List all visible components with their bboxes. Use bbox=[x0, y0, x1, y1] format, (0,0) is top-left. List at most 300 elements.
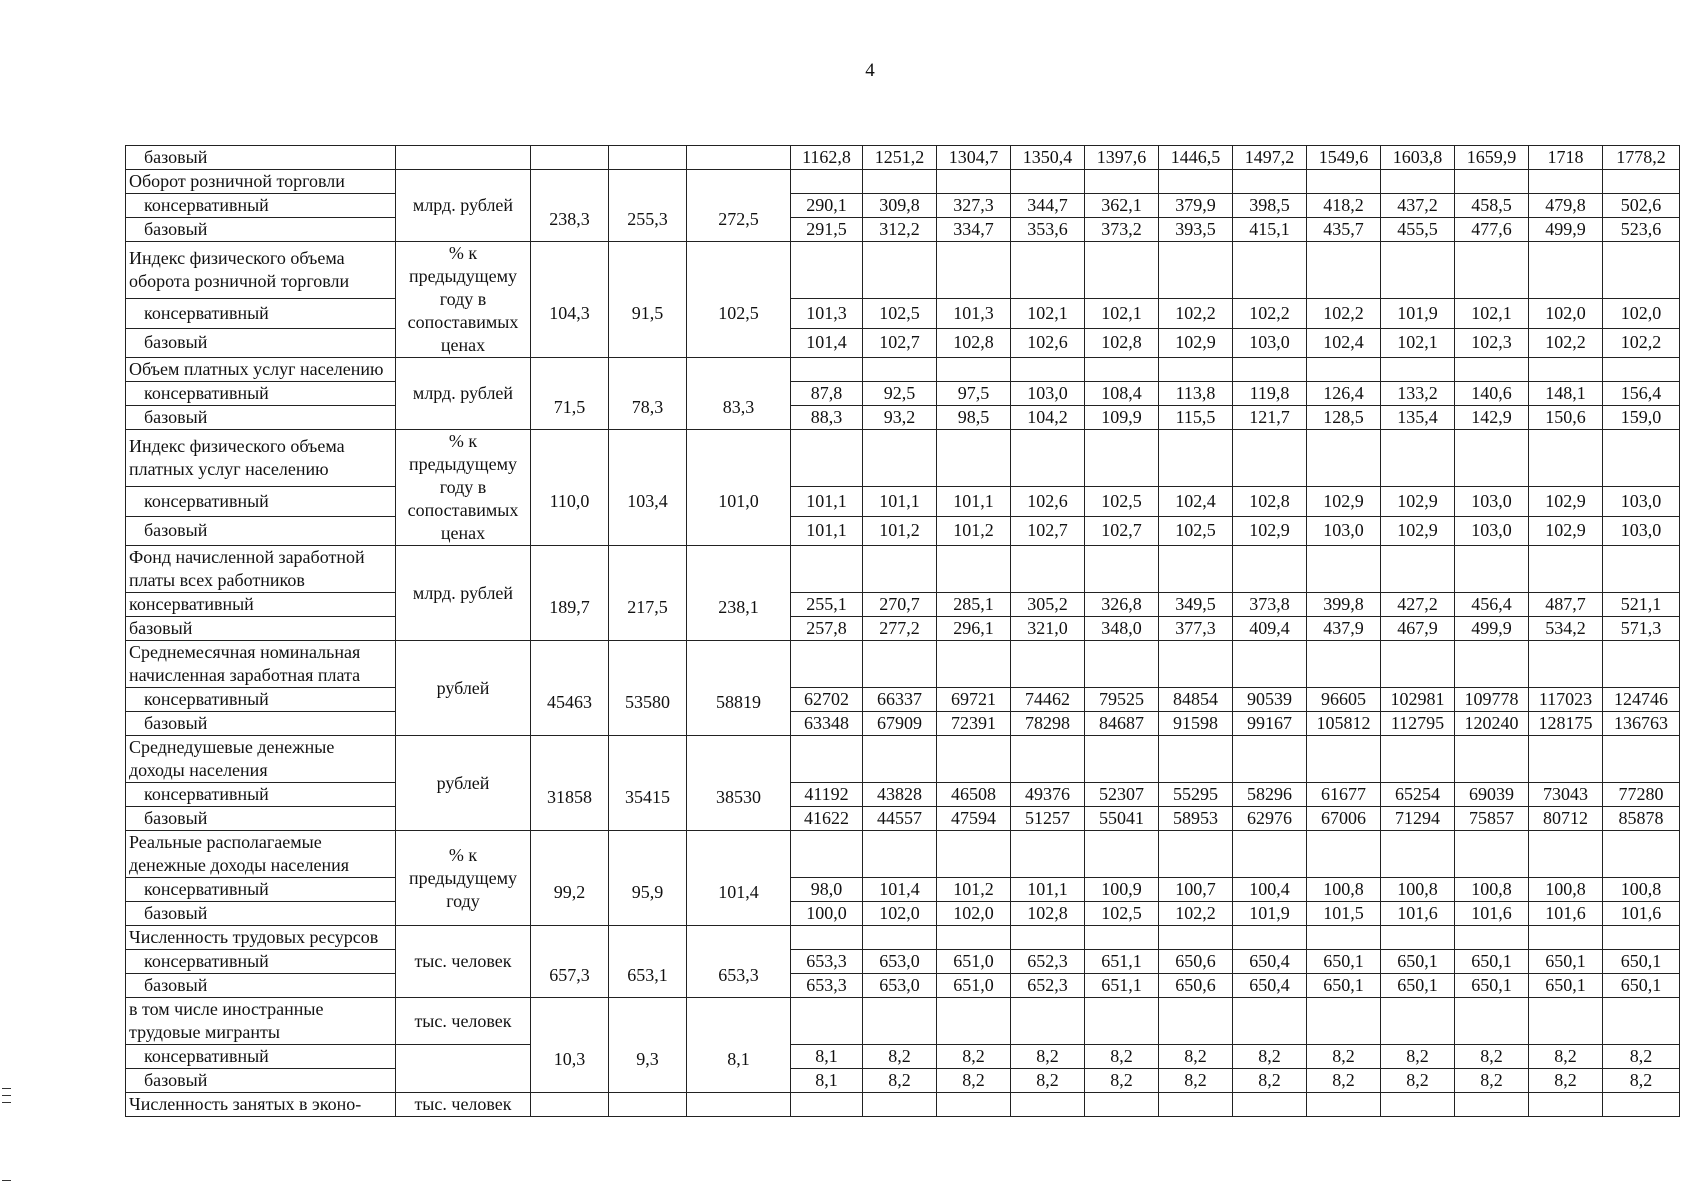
forecast-value: 499,9 bbox=[1455, 617, 1529, 641]
forecast-value: 534,2 bbox=[1529, 617, 1603, 641]
forecast-value: 52307 bbox=[1085, 783, 1159, 807]
forecast-value: 398,5 bbox=[1233, 194, 1307, 218]
forecast-value bbox=[1307, 1093, 1381, 1117]
forecast-value: 102,7 bbox=[1085, 516, 1159, 545]
forecast-value: 8,2 bbox=[1603, 1045, 1680, 1069]
forecast-value bbox=[1307, 358, 1381, 382]
forecast-value: 67909 bbox=[863, 712, 937, 736]
table-row bbox=[126, 974, 1680, 998]
forecast-value bbox=[1603, 998, 1680, 1045]
forecast-value bbox=[1307, 736, 1381, 783]
forecast-value: 140,6 bbox=[1455, 382, 1529, 406]
historical-value bbox=[687, 146, 791, 170]
forecast-value: 101,4 bbox=[863, 878, 937, 902]
forecast-value bbox=[1233, 641, 1307, 688]
forecast-value: 102,2 bbox=[1159, 902, 1233, 926]
forecast-value: 102,9 bbox=[1381, 516, 1455, 545]
forecast-value bbox=[1085, 430, 1159, 487]
forecast-value bbox=[1159, 1093, 1233, 1117]
forecast-value: 502,6 bbox=[1603, 194, 1680, 218]
forecast-value bbox=[791, 998, 863, 1045]
forecast-value: 102,9 bbox=[1159, 328, 1233, 357]
forecast-value: 102,2 bbox=[1159, 299, 1233, 328]
forecast-value: 8,2 bbox=[863, 1069, 937, 1093]
forecast-value bbox=[1603, 358, 1680, 382]
forecast-value: 571,3 bbox=[1603, 617, 1680, 641]
forecast-value: 104,2 bbox=[1011, 406, 1085, 430]
forecast-value bbox=[937, 831, 1011, 878]
historical-value bbox=[609, 1093, 687, 1117]
forecast-value bbox=[1159, 170, 1233, 194]
forecast-value: 58953 bbox=[1159, 807, 1233, 831]
forecast-value bbox=[1381, 358, 1455, 382]
forecast-value: 102,1 bbox=[1011, 299, 1085, 328]
forecast-value bbox=[863, 831, 937, 878]
forecast-value bbox=[1603, 430, 1680, 487]
forecast-value: 58296 bbox=[1233, 783, 1307, 807]
forecast-value: 93,2 bbox=[863, 406, 937, 430]
forecast-value: 101,6 bbox=[1455, 902, 1529, 926]
forecast-value: 101,6 bbox=[1381, 902, 1455, 926]
forecast-value: 102,2 bbox=[1529, 328, 1603, 357]
forecast-value bbox=[1085, 546, 1159, 593]
table-row bbox=[126, 328, 1680, 357]
forecast-value: 477,6 bbox=[1455, 218, 1529, 242]
table-row bbox=[126, 194, 1680, 218]
forecast-value: 521,1 bbox=[1603, 593, 1680, 617]
forecast-value: 100,8 bbox=[1529, 878, 1603, 902]
forecast-value: 69039 bbox=[1455, 783, 1529, 807]
forecast-value: 136763 bbox=[1603, 712, 1680, 736]
row-label: базовый bbox=[126, 406, 396, 430]
forecast-value: 102,8 bbox=[1011, 902, 1085, 926]
row-label: базовый bbox=[126, 146, 396, 170]
forecast-value: 353,6 bbox=[1011, 218, 1085, 242]
forecast-value: 653,3 bbox=[791, 950, 863, 974]
forecast-value: 8,2 bbox=[1603, 1069, 1680, 1093]
table-row bbox=[126, 242, 1680, 299]
forecast-value: 653,0 bbox=[863, 974, 937, 998]
forecast-value: 651,0 bbox=[937, 950, 1011, 974]
forecast-value: 102,5 bbox=[1085, 902, 1159, 926]
forecast-value: 101,1 bbox=[791, 516, 863, 545]
forecast-value: 75857 bbox=[1455, 807, 1529, 831]
forecast-value: 102,1 bbox=[1381, 328, 1455, 357]
forecast-value: 650,1 bbox=[1307, 974, 1381, 998]
forecast-value: 102,9 bbox=[1307, 487, 1381, 516]
forecast-value bbox=[1529, 170, 1603, 194]
forecast-value: 44557 bbox=[863, 807, 937, 831]
forecast-value bbox=[1381, 641, 1455, 688]
forecast-value: 650,1 bbox=[1455, 950, 1529, 974]
forecast-value bbox=[1529, 641, 1603, 688]
forecast-value bbox=[1529, 358, 1603, 382]
forecast-value bbox=[863, 641, 937, 688]
historical-value: 217,5 bbox=[609, 546, 687, 641]
forecast-value bbox=[1085, 242, 1159, 299]
forecast-value bbox=[1233, 430, 1307, 487]
forecast-value bbox=[863, 1093, 937, 1117]
forecast-value bbox=[1529, 831, 1603, 878]
forecast-value: 102,0 bbox=[1603, 299, 1680, 328]
forecast-value bbox=[1603, 170, 1680, 194]
forecast-value: 349,5 bbox=[1159, 593, 1233, 617]
forecast-value: 437,2 bbox=[1381, 194, 1455, 218]
forecast-value: 409,4 bbox=[1233, 617, 1307, 641]
forecast-value: 102,3 bbox=[1455, 328, 1529, 357]
forecast-value: 652,3 bbox=[1011, 974, 1085, 998]
forecast-value: 487,7 bbox=[1529, 593, 1603, 617]
forecast-value bbox=[1085, 358, 1159, 382]
forecast-value: 102,7 bbox=[1011, 516, 1085, 545]
forecast-value: 653,3 bbox=[791, 974, 863, 998]
forecast-value: 102,5 bbox=[1159, 516, 1233, 545]
forecast-value: 100,9 bbox=[1085, 878, 1159, 902]
forecast-value bbox=[1085, 998, 1159, 1045]
forecast-value bbox=[863, 998, 937, 1045]
forecast-value bbox=[937, 170, 1011, 194]
forecast-value: 72391 bbox=[937, 712, 1011, 736]
forecast-value: 87,8 bbox=[791, 382, 863, 406]
table-row bbox=[126, 1045, 1680, 1069]
forecast-value bbox=[937, 641, 1011, 688]
forecast-value: 101,9 bbox=[1233, 902, 1307, 926]
forecast-value: 458,5 bbox=[1455, 194, 1529, 218]
forecast-value: 102,6 bbox=[1011, 328, 1085, 357]
forecast-value: 650,1 bbox=[1381, 974, 1455, 998]
forecast-value: 344,7 bbox=[1011, 194, 1085, 218]
forecast-value bbox=[937, 998, 1011, 1045]
table-row bbox=[126, 783, 1680, 807]
forecast-value: 1497,2 bbox=[1233, 146, 1307, 170]
forecast-value: 415,1 bbox=[1233, 218, 1307, 242]
forecast-value: 8,2 bbox=[1233, 1069, 1307, 1093]
historical-value: 91,5 bbox=[609, 242, 687, 358]
forecast-value: 103,0 bbox=[1011, 382, 1085, 406]
row-label: консервативный bbox=[126, 950, 396, 974]
forecast-value: 1251,2 bbox=[863, 146, 937, 170]
forecast-value bbox=[863, 736, 937, 783]
forecast-value: 8,2 bbox=[1307, 1045, 1381, 1069]
forecast-value bbox=[1085, 1093, 1159, 1117]
forecast-value: 651,0 bbox=[937, 974, 1011, 998]
forecast-value bbox=[1381, 546, 1455, 593]
forecast-value: 651,1 bbox=[1085, 974, 1159, 998]
forecast-value: 120240 bbox=[1455, 712, 1529, 736]
table-row bbox=[126, 170, 1680, 194]
forecast-value bbox=[937, 242, 1011, 299]
forecast-value: 41192 bbox=[791, 783, 863, 807]
forecast-value bbox=[791, 736, 863, 783]
forecast-value bbox=[1455, 641, 1529, 688]
row-label: базовый bbox=[126, 807, 396, 831]
forecast-value bbox=[863, 358, 937, 382]
forecast-value bbox=[1455, 242, 1529, 299]
page-number: 4 bbox=[865, 60, 875, 81]
forecast-value bbox=[1159, 998, 1233, 1045]
forecast-value bbox=[1307, 170, 1381, 194]
historical-value: 9,3 bbox=[609, 998, 687, 1093]
table-row bbox=[126, 950, 1680, 974]
forecast-value: 101,1 bbox=[1011, 878, 1085, 902]
forecast-value: 8,2 bbox=[863, 1045, 937, 1069]
forecast-value bbox=[1381, 170, 1455, 194]
forecast-value: 105812 bbox=[1307, 712, 1381, 736]
forecast-value: 121,7 bbox=[1233, 406, 1307, 430]
forecast-value: 55295 bbox=[1159, 783, 1233, 807]
forecast-value: 435,7 bbox=[1307, 218, 1381, 242]
forecast-value: 334,7 bbox=[937, 218, 1011, 242]
unit-cell: % к предыдущему году в сопоставимых ценах bbox=[396, 242, 531, 358]
forecast-value: 84854 bbox=[1159, 688, 1233, 712]
forecast-value: 1397,6 bbox=[1085, 146, 1159, 170]
forecast-value: 102,9 bbox=[1529, 487, 1603, 516]
table-row bbox=[126, 516, 1680, 545]
historical-value: 110,0 bbox=[531, 430, 609, 546]
forecast-value bbox=[1159, 831, 1233, 878]
row-label: базовый bbox=[126, 328, 396, 357]
forecast-value bbox=[1233, 242, 1307, 299]
row-label: базовый bbox=[126, 902, 396, 926]
row-label: Реальные располагаемые денежные доходы населения bbox=[126, 831, 396, 878]
historical-value: 255,3 bbox=[609, 170, 687, 242]
forecast-value: 309,8 bbox=[863, 194, 937, 218]
margin-mark bbox=[2, 1102, 11, 1103]
forecast-value: 80712 bbox=[1529, 807, 1603, 831]
forecast-value: 159,0 bbox=[1603, 406, 1680, 430]
forecast-value bbox=[1603, 831, 1680, 878]
table-row bbox=[126, 299, 1680, 328]
forecast-value: 102,8 bbox=[1233, 487, 1307, 516]
forecast-value: 650,6 bbox=[1159, 950, 1233, 974]
forecast-value: 653,0 bbox=[863, 950, 937, 974]
forecast-value: 8,2 bbox=[1529, 1045, 1603, 1069]
forecast-value: 142,9 bbox=[1455, 406, 1529, 430]
forecast-value: 291,5 bbox=[791, 218, 863, 242]
forecast-value bbox=[1381, 1093, 1455, 1117]
forecast-value: 362,1 bbox=[1085, 194, 1159, 218]
forecast-value bbox=[1603, 641, 1680, 688]
forecast-value bbox=[1307, 926, 1381, 950]
row-label: базовый bbox=[126, 218, 396, 242]
forecast-value: 479,8 bbox=[1529, 194, 1603, 218]
forecast-value: 62976 bbox=[1233, 807, 1307, 831]
forecast-value: 650,1 bbox=[1603, 974, 1680, 998]
forecast-value: 124746 bbox=[1603, 688, 1680, 712]
forecast-value bbox=[1455, 831, 1529, 878]
forecast-value: 1162,8 bbox=[791, 146, 863, 170]
row-label: базовый bbox=[126, 617, 396, 641]
forecast-value: 8,2 bbox=[937, 1069, 1011, 1093]
historical-value: 103,4 bbox=[609, 430, 687, 546]
forecast-value: 270,7 bbox=[863, 593, 937, 617]
forecast-value: 85878 bbox=[1603, 807, 1680, 831]
forecast-value: 650,1 bbox=[1603, 950, 1680, 974]
forecast-value: 79525 bbox=[1085, 688, 1159, 712]
forecast-value bbox=[1159, 546, 1233, 593]
row-label: консервативный bbox=[126, 878, 396, 902]
forecast-value: 650,1 bbox=[1381, 950, 1455, 974]
forecast-value: 8,2 bbox=[937, 1045, 1011, 1069]
forecast-value: 326,8 bbox=[1085, 593, 1159, 617]
forecast-value: 8,2 bbox=[1159, 1045, 1233, 1069]
table-row bbox=[126, 546, 1680, 593]
forecast-value bbox=[791, 358, 863, 382]
forecast-value: 150,6 bbox=[1529, 406, 1603, 430]
forecast-value bbox=[1529, 430, 1603, 487]
historical-value bbox=[531, 146, 609, 170]
row-label: консервативный bbox=[126, 783, 396, 807]
forecast-value bbox=[1159, 242, 1233, 299]
forecast-value: 100,8 bbox=[1307, 878, 1381, 902]
forecast-value: 113,8 bbox=[1159, 382, 1233, 406]
forecast-value bbox=[1529, 1093, 1603, 1117]
forecast-value: 109778 bbox=[1455, 688, 1529, 712]
forecast-value bbox=[1233, 926, 1307, 950]
forecast-value: 101,6 bbox=[1529, 902, 1603, 926]
forecast-value: 101,1 bbox=[863, 487, 937, 516]
forecast-value: 8,2 bbox=[1011, 1045, 1085, 1069]
forecast-value: 100,4 bbox=[1233, 878, 1307, 902]
forecast-value: 128175 bbox=[1529, 712, 1603, 736]
forecast-value: 65254 bbox=[1381, 783, 1455, 807]
forecast-value bbox=[1085, 926, 1159, 950]
forecast-value: 1549,6 bbox=[1307, 146, 1381, 170]
forecast-value: 102,8 bbox=[1085, 328, 1159, 357]
forecast-value: 102,0 bbox=[937, 902, 1011, 926]
row-label: Индекс физического объема оборота розничной торговли bbox=[126, 242, 396, 299]
forecast-value bbox=[1603, 242, 1680, 299]
forecast-value bbox=[1233, 736, 1307, 783]
forecast-value: 103,0 bbox=[1233, 328, 1307, 357]
row-label: Численность трудовых ресурсов bbox=[126, 926, 396, 950]
forecast-value bbox=[863, 242, 937, 299]
row-label: консервативный bbox=[126, 487, 396, 516]
table-row bbox=[126, 487, 1680, 516]
table-row bbox=[126, 831, 1680, 878]
forecast-value bbox=[1011, 170, 1085, 194]
forecast-value: 98,5 bbox=[937, 406, 1011, 430]
forecast-value: 1718 bbox=[1529, 146, 1603, 170]
table-row bbox=[126, 1069, 1680, 1093]
forecast-value bbox=[1307, 641, 1381, 688]
forecast-value: 1603,8 bbox=[1381, 146, 1455, 170]
row-label: в том числе иностранные трудовые мигранты bbox=[126, 998, 396, 1045]
forecast-value: 650,1 bbox=[1529, 974, 1603, 998]
forecast-value: 61677 bbox=[1307, 783, 1381, 807]
forecast-value: 102,6 bbox=[1011, 487, 1085, 516]
historical-value: 71,5 bbox=[531, 358, 609, 430]
forecast-value bbox=[1381, 430, 1455, 487]
forecast-value: 296,1 bbox=[937, 617, 1011, 641]
forecast-value: 91598 bbox=[1159, 712, 1233, 736]
row-label: Индекс физического объема платных услуг населению bbox=[126, 430, 396, 487]
forecast-value: 277,2 bbox=[863, 617, 937, 641]
forecast-value bbox=[1011, 358, 1085, 382]
forecast-value bbox=[1307, 998, 1381, 1045]
unit-cell: % к предыдущему году bbox=[396, 831, 531, 926]
forecast-value bbox=[1011, 736, 1085, 783]
forecast-value: 305,2 bbox=[1011, 593, 1085, 617]
forecast-value bbox=[1455, 736, 1529, 783]
forecast-value: 43828 bbox=[863, 783, 937, 807]
table-row bbox=[126, 1093, 1680, 1117]
forecast-value: 418,2 bbox=[1307, 194, 1381, 218]
unit-cell: рублей bbox=[396, 641, 531, 736]
forecast-value: 456,4 bbox=[1455, 593, 1529, 617]
table-row bbox=[126, 902, 1680, 926]
forecast-value: 8,2 bbox=[1381, 1069, 1455, 1093]
forecast-value: 427,2 bbox=[1381, 593, 1455, 617]
margin-mark bbox=[2, 1180, 11, 1181]
forecast-value bbox=[1307, 546, 1381, 593]
historical-value: 101,0 bbox=[687, 430, 791, 546]
row-label: Численность занятых в эконо- bbox=[126, 1093, 396, 1117]
forecast-value bbox=[1085, 736, 1159, 783]
forecast-value: 285,1 bbox=[937, 593, 1011, 617]
row-label: базовый bbox=[126, 712, 396, 736]
forecast-value bbox=[937, 1093, 1011, 1117]
forecast-value bbox=[1011, 1093, 1085, 1117]
forecast-value: 69721 bbox=[937, 688, 1011, 712]
forecast-value bbox=[1159, 641, 1233, 688]
forecast-value: 156,4 bbox=[1603, 382, 1680, 406]
forecast-value: 650,1 bbox=[1455, 974, 1529, 998]
forecast-value bbox=[1233, 1093, 1307, 1117]
row-label: базовый bbox=[126, 974, 396, 998]
forecast-value: 49376 bbox=[1011, 783, 1085, 807]
forecast-value: 255,1 bbox=[791, 593, 863, 617]
historical-value: 78,3 bbox=[609, 358, 687, 430]
forecast-value: 66337 bbox=[863, 688, 937, 712]
forecast-value: 101,1 bbox=[791, 487, 863, 516]
forecast-value: 88,3 bbox=[791, 406, 863, 430]
forecast-value: 98,0 bbox=[791, 878, 863, 902]
table-row bbox=[126, 712, 1680, 736]
unit-cell: рублей bbox=[396, 736, 531, 831]
unit-cell bbox=[396, 1045, 531, 1093]
table-row bbox=[126, 218, 1680, 242]
table-row bbox=[126, 406, 1680, 430]
table-row bbox=[126, 593, 1680, 617]
forecast-value: 437,9 bbox=[1307, 617, 1381, 641]
forecast-value: 393,5 bbox=[1159, 218, 1233, 242]
forecast-value: 51257 bbox=[1011, 807, 1085, 831]
forecast-value: 103,0 bbox=[1455, 487, 1529, 516]
forecast-value bbox=[1381, 242, 1455, 299]
forecast-value bbox=[1159, 926, 1233, 950]
forecast-value: 1350,4 bbox=[1011, 146, 1085, 170]
forecast-value: 100,0 bbox=[791, 902, 863, 926]
forecast-value bbox=[863, 170, 937, 194]
forecast-value: 96605 bbox=[1307, 688, 1381, 712]
forecast-value: 8,1 bbox=[791, 1069, 863, 1093]
forecast-value bbox=[1307, 430, 1381, 487]
forecast-value: 102,0 bbox=[863, 902, 937, 926]
forecast-value: 78298 bbox=[1011, 712, 1085, 736]
table-row bbox=[126, 688, 1680, 712]
forecast-value: 523,6 bbox=[1603, 218, 1680, 242]
row-label: Среднедушевые денежные доходы населения bbox=[126, 736, 396, 783]
forecast-value bbox=[791, 831, 863, 878]
historical-value: 238,1 bbox=[687, 546, 791, 641]
forecast-value bbox=[1603, 736, 1680, 783]
forecast-value: 312,2 bbox=[863, 218, 937, 242]
unit-cell: млрд. рублей bbox=[396, 170, 531, 242]
forecast-value bbox=[937, 926, 1011, 950]
forecast-value: 467,9 bbox=[1381, 617, 1455, 641]
forecast-value bbox=[1233, 998, 1307, 1045]
